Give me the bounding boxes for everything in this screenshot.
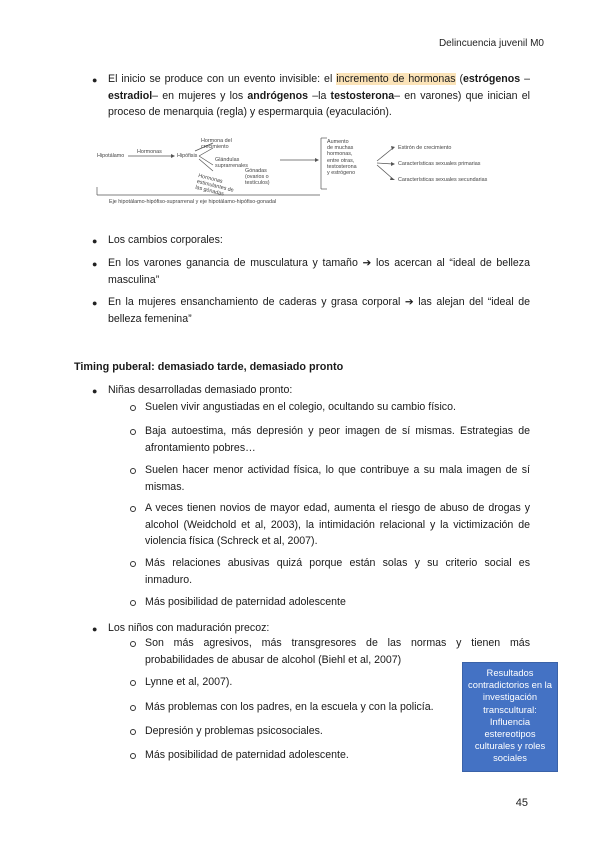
diagram-label: Hormonas bbox=[137, 149, 162, 155]
diagram-label: Aumento de muchas hormonas, entre otras, testosterona y estrógeno bbox=[327, 139, 357, 177]
list-item: Más problemas con los padres, en la escuela y con la policía. bbox=[145, 701, 434, 713]
callout-line: investigación bbox=[482, 691, 538, 703]
list-item: Suelen vivir angustiadas en el colegio, ocultando su cambio físico. bbox=[145, 401, 456, 413]
diagram-label: Hormonas estimulantes de las gónadas bbox=[194, 173, 235, 198]
sub-bullet bbox=[130, 468, 136, 474]
bullet-dot: ● bbox=[92, 298, 98, 308]
list-item: Son más agresivos, más transgresores de las normas y tienen más probabilidades de abusar de alcohol (Biehl et al, 2007) bbox=[145, 637, 530, 666]
sub-bullet bbox=[130, 405, 136, 411]
list-item: Suelen hacer menor actividad física, lo que contribuye a su mala imagen de sí mismas. bbox=[145, 464, 530, 493]
highlighted-text: incremento de hormonas bbox=[336, 73, 456, 85]
list-item: Baja autoestima, más depresión y peor imagen de sí mismas. Estrategias de afrontamiento pobres… bbox=[145, 425, 530, 454]
bullet-dot: ● bbox=[92, 75, 98, 85]
sub-bullet bbox=[130, 680, 136, 686]
callout-line: culturales y roles bbox=[474, 740, 546, 752]
sub-bullet bbox=[130, 506, 136, 512]
diagram-label: Hormona del crecimiento bbox=[201, 138, 232, 151]
text-run: – bbox=[520, 73, 530, 85]
body-bullet: En los varones ganancia de musculatura y tamaño ➔ los acercan al “ideal de belleza masculina” bbox=[108, 257, 530, 286]
bold-term: estrógenos bbox=[463, 73, 521, 85]
intro-paragraph bbox=[108, 71, 530, 121]
list-item: Depresión y problemas psicosociales. bbox=[145, 725, 323, 737]
diagram-label: Características sexuales secundarias bbox=[398, 177, 488, 183]
bullet-dot: ● bbox=[92, 236, 98, 246]
group-label-girls: Niñas desarrolladas demasiado pronto: bbox=[108, 384, 293, 396]
bullet-dot: ● bbox=[92, 386, 98, 396]
list-item: A veces tienen novios de mayor edad, aumenta el riesgo de abuso de drogas y alcohol (Weidchold et al, 2003), la intimidación relacional y la victimización de violencia física (Schreck et al, 2007). bbox=[145, 502, 530, 547]
hormone-diagram bbox=[95, 133, 535, 213]
diagram-label: Hipotálamo bbox=[97, 153, 125, 159]
diagram-label: Características sexuales primarias bbox=[398, 161, 481, 167]
diagram-label: Estirón de crecimiento bbox=[398, 145, 452, 151]
section-title: Timing puberal: demasiado tarde, demasiado pronto bbox=[74, 361, 344, 373]
bold-term: estradiol bbox=[108, 89, 153, 102]
callout-line: estereotipos bbox=[484, 728, 536, 740]
sub-bullet bbox=[130, 705, 136, 711]
sub-bullet bbox=[130, 429, 136, 435]
diagram-label: Hipófisis bbox=[177, 153, 198, 159]
sub-bullet bbox=[130, 600, 136, 606]
body-bullet: En la mujeres ensanchamiento de caderas y grasa corporal ➔ las alejan del “ideal de belleza femenina” bbox=[108, 296, 530, 325]
page-number: 45 bbox=[515, 797, 528, 809]
list-item: Lynne et al, 2007). bbox=[145, 676, 233, 688]
callout-line: contradictorios en la bbox=[468, 679, 552, 691]
sub-bullet bbox=[130, 641, 136, 647]
sub-bullet bbox=[130, 729, 136, 735]
text-run: El inicio se produce con un evento invisible: el bbox=[108, 73, 337, 85]
text-run: – en varones) que inician el proceso de menarquia (regla) y espermarquia (eyaculación). bbox=[108, 89, 530, 118]
text-run: – en mujeres y los bbox=[152, 89, 248, 102]
diagram-label: Glándulas suprarrenales bbox=[215, 157, 248, 170]
document-header: Delincuencia juvenil M0 bbox=[438, 38, 544, 49]
list-item: Más relaciones abusivas quizá porque están solas y su criterio social es inmaduro. bbox=[145, 557, 530, 586]
text-run: ( bbox=[455, 73, 464, 85]
sub-bullet bbox=[130, 753, 136, 759]
bold-term: andrógenos bbox=[247, 89, 308, 102]
bold-term: testosterona bbox=[330, 89, 395, 102]
body-bullet: Los cambios corporales: bbox=[108, 234, 223, 246]
text-run: –la bbox=[308, 89, 331, 102]
bullet-dot: ● bbox=[92, 624, 98, 634]
diagram-label: Gónadas (ovarios o testículos) bbox=[245, 168, 270, 187]
callout-line: sociales bbox=[493, 752, 527, 764]
callout-line: transcultural: bbox=[483, 703, 537, 715]
list-item: Más posibilidad de paternidad adolescente bbox=[145, 596, 346, 608]
group-label-boys: Los niños con maduración precoz: bbox=[108, 622, 270, 634]
list-item: Más posibilidad de paternidad adolescente. bbox=[145, 749, 349, 761]
bullet-dot: ● bbox=[92, 259, 98, 269]
callout-line: Resultados bbox=[486, 667, 534, 678]
callout-box bbox=[462, 662, 558, 772]
callout-line: Influencia bbox=[489, 715, 531, 727]
diagram-caption: Eje hipotálamo-hipófiso-suprarrenal y eje hipotálamo-hipófiso-gonadal bbox=[109, 199, 277, 205]
sub-bullet bbox=[130, 561, 136, 567]
